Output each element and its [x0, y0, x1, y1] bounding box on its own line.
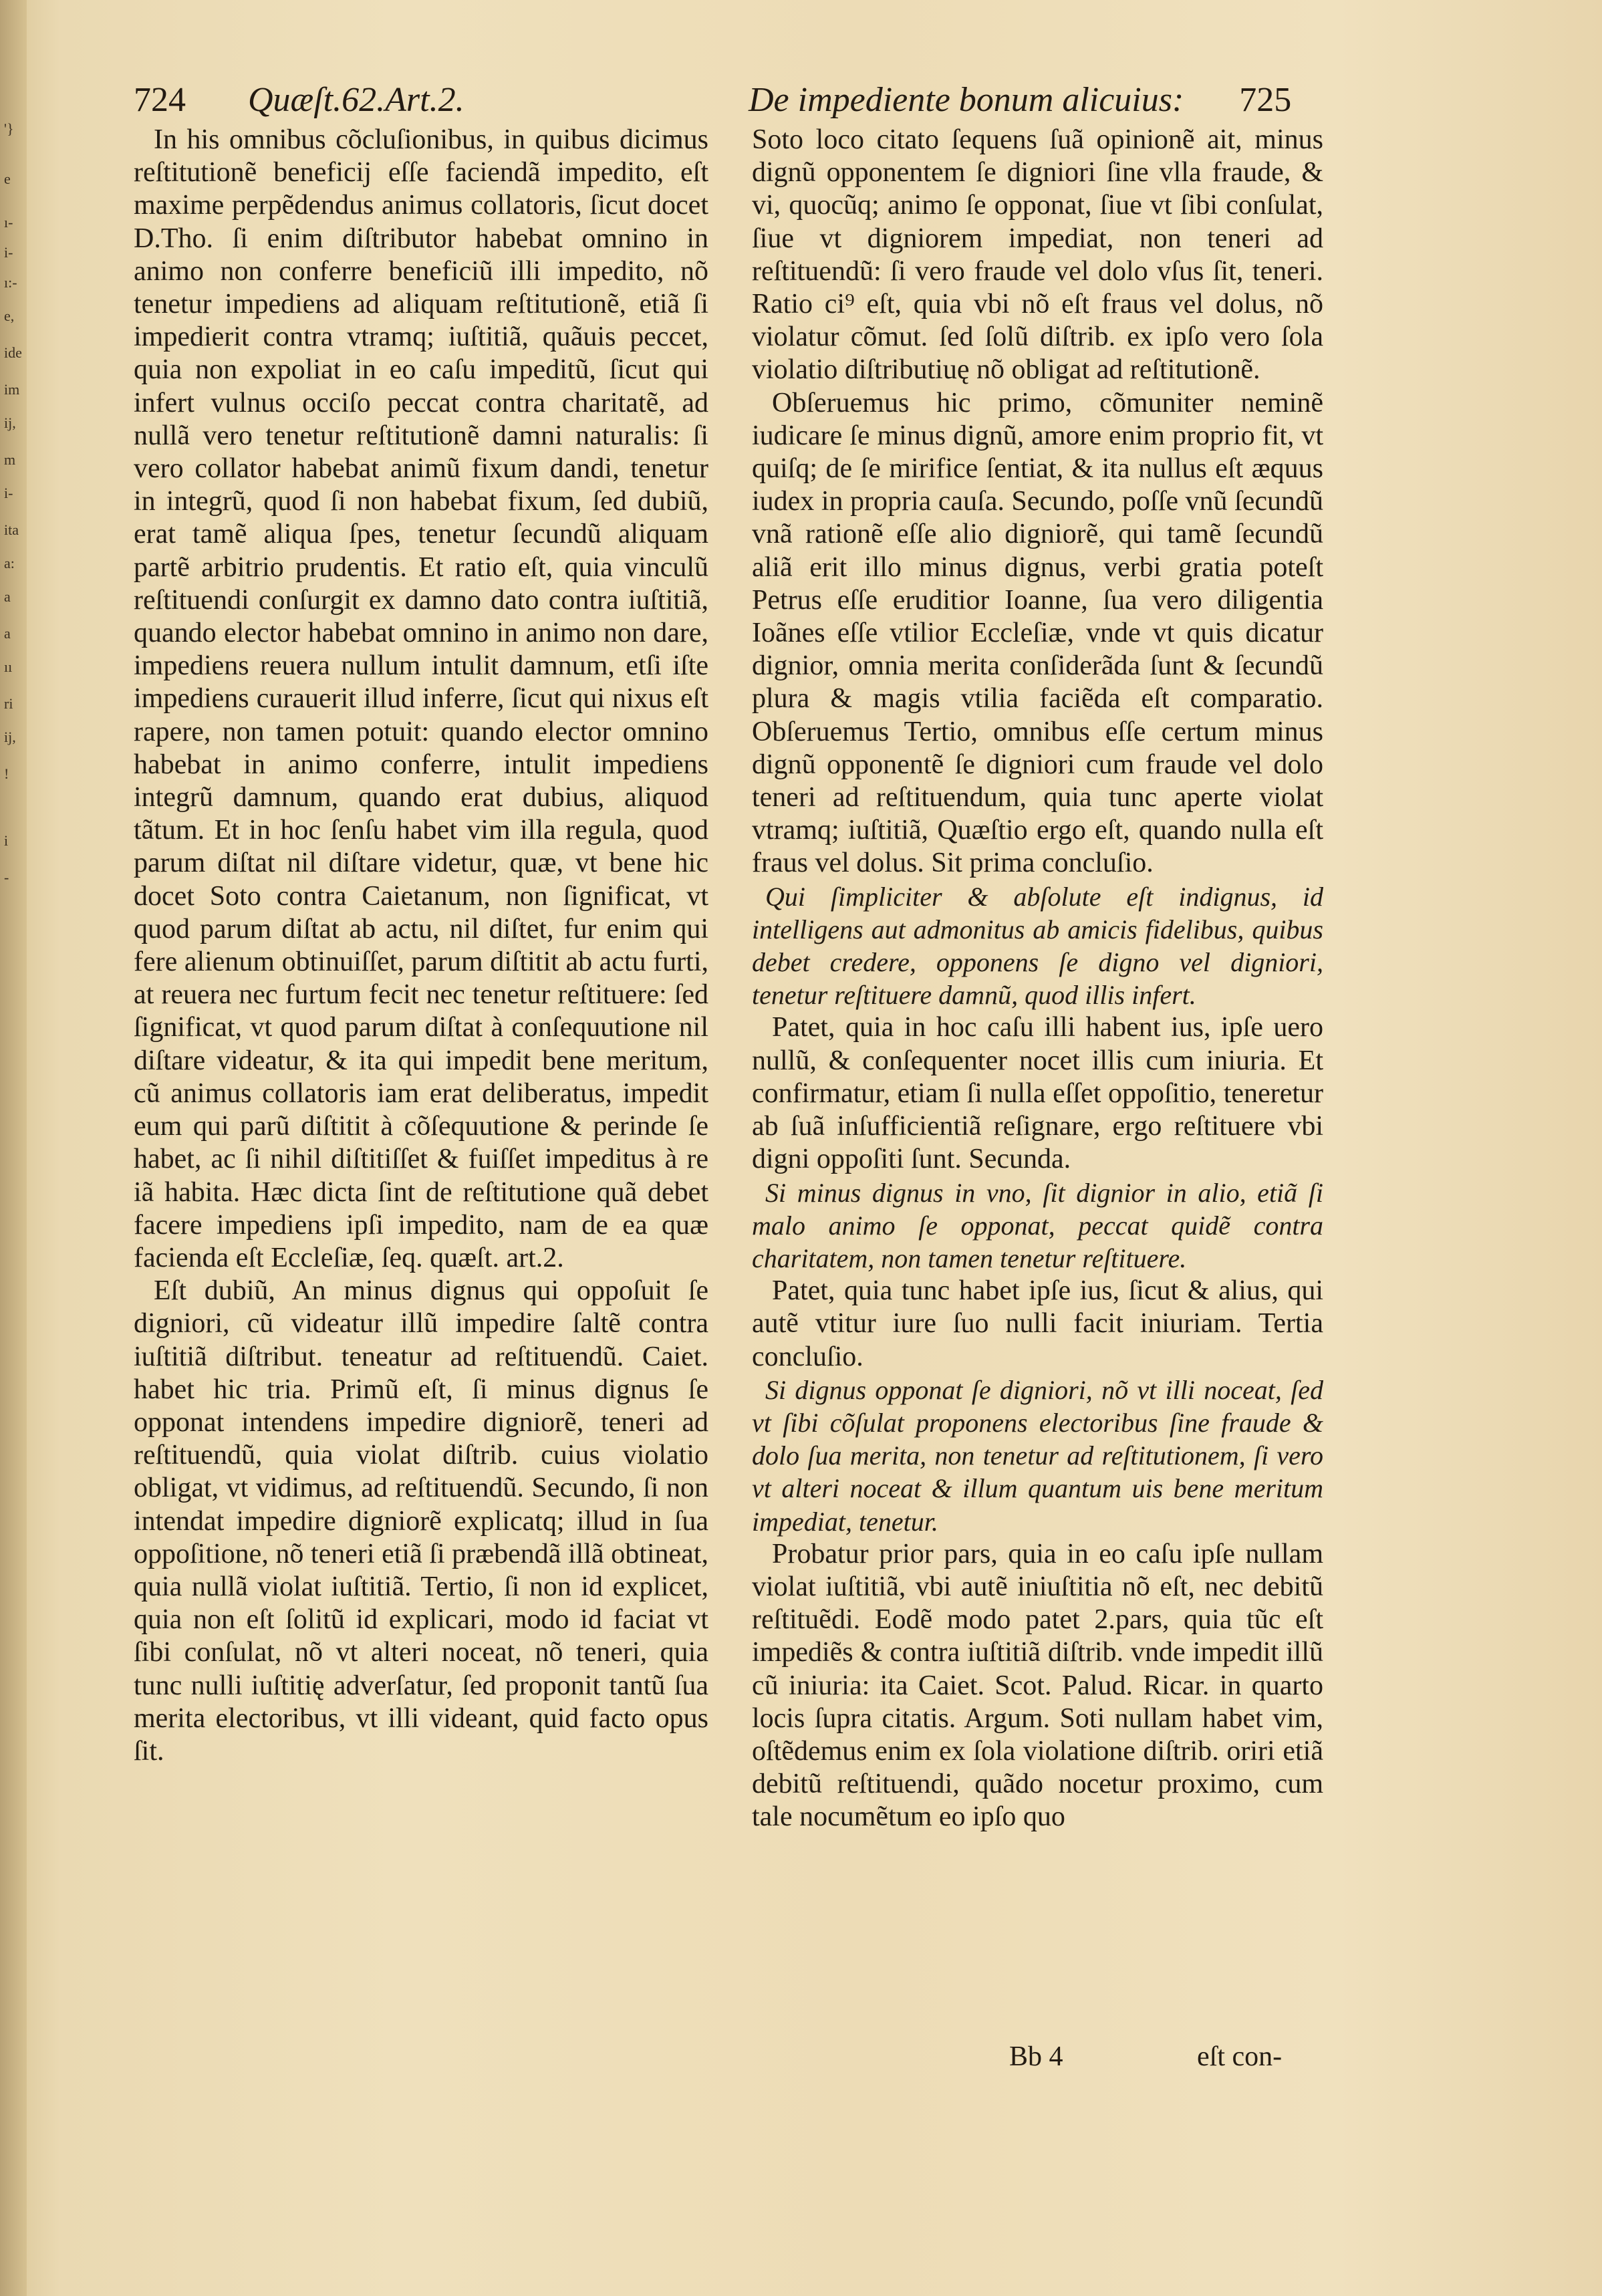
paragraph: In his omnibus cõcluſionibus, in quibus dicimus reſtitutionẽ beneficij eſſe faciendã impedito, eſt maxime perpẽdendus animus collatoris, ſicut docet D.Tho. ſi enim diſtributor habebat omnino in animo non conferre beneficiũ illi impedito, nõ tenetur impediens ad aliquam reſtitutionẽ, etiã ſi impedierit contra vtramq; iuſtitiã, quãuis peccet, quia non expoliat in eo caſu impeditũ, ſicut qui infert vulnus occiſo peccat contra charitatẽ, ad nullã vero tenetur reſtitutionẽ damni naturalis: ſi vero collator habebat animũ fixum dandi, tenetur in integrũ, quod ſi non habebat fixum, ſed dubiũ, erat tamẽ aliqua ſpes, tenetur ſecundũ aliquam partẽ arbitrio prudentis. Et ratio eſt, quia vinculũ reſtituendi conſurgit ex damno dato contra iuſtitiã, quando elector habebat omnino in animo non dare, impediens reuera nullum intulit damnum, etſi iſte impediens curauerit illud inferre, ſicut qui nixus eſt rapere, non tamen potuit: quando elector omnino habebat in animo conferre, intulit impediens integrũ damnum, quando erat dubius, aliquod tãtum. Et in hoc ſenſu habet vim illa regula, quod parum diſtat nil diſtare videtur, quæ, vt bene hic docet Soto contra Caietanum, non ſignificat, vt quod parum diſtat ab actu, nil diſtet, fur enim qui fere alienum obtinuiſſet, parum diſtitit ab actu furti, at reuera nec furtum fecit nec tenetur reſtituere: ſed ſignificat, vt quod parum diſtat à conſequutione nil diſtare videatur, & ita qui impedit bene meritum, cũ animus collatoris iam erat deliberatus, impedit eum qui parũ diſtitit à cõſequutione & perinde ſe habet, ac ſi nihil diſtitiſſet & fuiſſet impeditus à re iã habita. Hæc dicta ſint de reſtitutione quã debet facere impediens ipſi impedito, nam de ea quæ facienda eſt Eccleſiæ, ſeq. quæſt. art.2. [134, 124, 708, 1273]
gutter-mark: im [4, 381, 20, 398]
gutter-mark: a [4, 588, 11, 605]
page-footer [1009, 2039, 1317, 2075]
gutter-mark: ri [4, 695, 13, 712]
left-gutter-margin [0, 0, 27, 2296]
paragraph: Probatur prior pars, quia in eo caſu ipſe nullam violat iuſtitiã, vbi autẽ iniuſtitia nõ eſt, nec debitũ reſtituẽdi. Eodẽ modo patet 2.pars, quia tũc eſt impediẽs & contra iuſtitiã diſtrib. vnde impedit illũ cũ iniuria: ita Caiet. Scot. Palud. Ricar. in quarto locis ſupra citatis. Argum. Soti nullam habet vim, oſtẽdemus enim ex ſola violatione diſtrib. oriri etiã debitũ reſtituendi, quãdo nocetur proximo, cum tale nocumẽtum eo ipſo quo [752, 1538, 1323, 1833]
signature-mark: Bb 4 [1009, 2041, 1063, 2072]
left-running-title: Quæſt.62.Art.2. [248, 81, 464, 119]
gutter-mark: a: [4, 555, 15, 571]
conclusion-italic: Si minus dignus in vno, ſit dignior in alio, etiã ſi malo animo ſe opponat, peccat quidẽ contra charitatem, non tamen tenetur reſtituere. [752, 1177, 1323, 1273]
paragraph: Patet, quia tunc habet ipſe ius, ſicut & alius, qui autẽ vtitur iure ſuo nulli facit iniuriam. Tertia concluſio. [752, 1275, 1323, 1372]
gutter-mark: m [4, 451, 16, 468]
gutter-mark: - [4, 869, 9, 886]
gutter-mark: e, [4, 307, 15, 324]
right-running-head [749, 74, 1417, 127]
gutter-mark: ıı [4, 658, 13, 675]
paragraph: Obſeruemus hic primo, cõmuniter neminẽ iudicare ſe minus dignũ, amore enim proprio fit, vt quiſq; de ſe mirifice ſentiat, & ita nullus eſt æquus iudex in propria cauſa. Secundo, poſſe vnũ ſecundũ vnã rationẽ eſſe alio digniorẽ, qui tamẽ ſecundũ aliã erit illo minus dignus, verbi gratia poteſt Petrus eſſe eruditior Ioanne, ſua vero diligentia Ioãnes eſſe vtilior Eccleſiæ, vnde vt quis dicatur dignior, omnia merita conſiderãda ſunt & ſecundũ plura & magis vtilia faciẽda eſt comparatio. Obſeruemus Tertio, omnibus eſſe certum minus dignũ opponentẽ ſe digniori cum fraude vel dolo teneri ad reſtituendum, quia tunc aperte violat vtramq; iuſtitiã, Quæſtio ergo eſt, quando nulla eſt fraus vel dolus. Sit prima concluſio. [752, 387, 1323, 879]
left-running-head [134, 74, 668, 127]
gutter-mark: a [4, 625, 11, 642]
paragraph: Patet, quia in hoc caſu illi habent ius, ipſe uero nullũ, & conſequenter nocet illis cum iniuria. Et confirmatur, etiam ſi nulla eſſet oppoſitio, teneretur ab ſuã inſufficientiã reſignare, ergo reſtituere vbi digni oppoſiti ſunt. Secunda. [752, 1012, 1323, 1175]
gutter-mark: ı- [4, 214, 13, 231]
gutter-mark: e [4, 170, 11, 187]
left-page-number: 724 [134, 81, 186, 119]
paragraph: Soto loco citato ſequens ſuã opinionẽ ait, minus dignũ opponentem ſe digniori ſine vlla fraude, & vi, quocũq; animo ſe opponat, ſiue vt ſibi conſulat, ſiue vt digniorem impediat, non teneri ad reſtituendũ: ſi vero fraude vel dolo vſus ſit, teneri. Ratio ci⁹ eſt, quia vbi nõ eſt fraus vel dolus, nõ violatur cõmut. ſed ſolũ diſtrib. ex ipſo vero ſola violatio diſtributiuę nõ obligat ad reſtitutionẽ. [752, 124, 1323, 386]
left-text-column [134, 124, 708, 1768]
gutter-mark: i- [4, 244, 13, 261]
gutter-mark: ide [4, 344, 22, 361]
conclusion-italic: Si dignus opponat ſe digniori, nõ vt illi noceat, ſed vt ſibi cõſulat proponens electoribus ſine fraude & dolo ſua merita, non tenetur ad reſtitutionem, ſi vero vt alteri noceat & illum quantum uis bene meritum impediat, tenetur. [752, 1374, 1323, 1537]
right-page-number: 725 [1239, 81, 1292, 119]
gutter-mark: i- [4, 485, 13, 501]
gutter-mark: '} [4, 120, 14, 137]
gutter-mark: ! [4, 765, 9, 782]
paragraph: Eſt dubiũ, An minus dignus qui oppoſuit ſe digniori, cũ videatur illũ impedire ſaltẽ contra iuſtitiã diſtribut. teneatur ad reſtituendũ. Caiet. habet hic tria. Primũ eſt, ſi minus dignus ſe opponat intendens impedire digniorẽ, teneri ad reſtituendũ, quia violat diſtrib. cuius violatio obligat, vt vidimus, ad reſtituendũ. Secundo, ſi non intendat impedire digniorẽ explicatq; illud in ſua oppoſitione, nõ teneri etiã ſi præbendã illã obtineat, quia nullã violat iuſtitiã. Tertio, ſi non id explicet, quia non eſt ſolitũ id explicari, modo id faciat vt ſibi conſulat, nõ vt alteri noceat, nõ teneri, quia tunc nulli iuſtitię adverſatur, ſed proponit tantũ ſua merita electoribus, vt illi videant, quid facto opus ſit. [134, 1275, 708, 1767]
right-text-column [752, 124, 1323, 1834]
catchword: eſt con- [1197, 2041, 1283, 2072]
right-running-title: De impediente bonum alicuius: [749, 81, 1184, 119]
gutter-mark: ij, [4, 729, 16, 745]
conclusion-italic: Qui ſimpliciter & abſolute eſt indignus, id intelligens aut admonitus ab amicis fidelibus, quibus debet credere, opponens ſe digno vel digniori, tenetur reſtituere damnũ, quod illis infert. [752, 881, 1323, 1011]
gutter-mark: ı:- [4, 274, 17, 291]
gutter-mark: ita [4, 521, 19, 538]
gutter-mark: i [4, 832, 9, 849]
gutter-mark: ij, [4, 414, 16, 431]
